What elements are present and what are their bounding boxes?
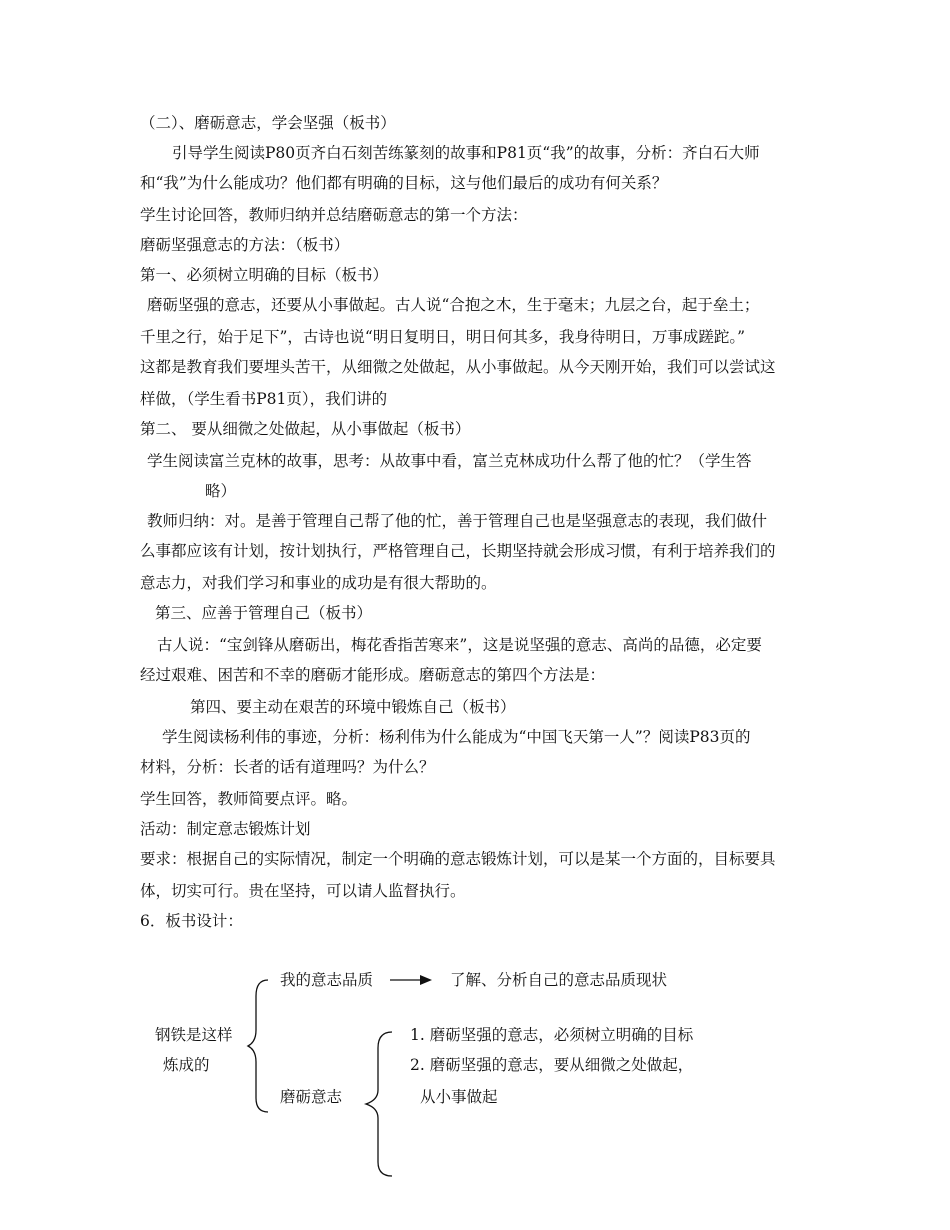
paragraph-line: 和“我”为什么能成功？他们都有明确的目标，这与他们最后的成功有何关系？ <box>140 174 668 192</box>
paragraph-line: 磨砺坚强的意志，还要从小事做起。古人说“合抱之木，生于毫末；九层之台，起于垒土； <box>147 296 760 314</box>
paragraph-line: 这都是教育我们要埋头苦干，从细微之处做起，从小事做起。从今天刚开始，我们可以尝试这 <box>140 358 776 376</box>
activity-title: 活动：制定意志锻炼计划 <box>140 820 311 838</box>
paragraph-line: 千里之行，始于足下”，古诗也说“明日复明日，明日何其多，我身待明日，万事成蹉跎。” <box>140 328 746 346</box>
paragraph-line: 古人说：“宝剑锋从磨砺出，梅花香指苦寒来”，这是说坚强的意志、高尚的品德，必定要 <box>157 636 762 654</box>
board-branch1: 我的意志品质 <box>280 971 374 989</box>
heading-method-3: 第三、应善于管理自己（板书） <box>155 604 373 622</box>
paragraph-line: 材料，分析：长者的话有道理吗？为什么？ <box>140 758 435 776</box>
heading-method-2: 第二、 要从细微之处做起，从小事做起（板书） <box>140 420 471 438</box>
board-item-2: 2. 磨砺坚强的意志，要从细微之处做起， <box>410 1056 694 1074</box>
arrow-head-icon <box>420 975 432 985</box>
board-item-2-cont: 从小事做起 <box>420 1088 498 1106</box>
paragraph-line: 略） <box>205 482 237 500</box>
paragraph-line: 磨砺坚强意志的方法：（板书） <box>140 236 350 254</box>
main-brace <box>248 980 268 1112</box>
paragraph-line: 学生阅读杨利伟的事迹，分析：杨利伟为什么能成为“中国飞天第一人”？阅读P83页的 <box>162 728 751 746</box>
paragraph-line: 学生阅读富兰克林的故事，思考：从故事中看，富兰克林成功什么帮了他的忙？（学生答 <box>147 452 752 470</box>
paragraph-line: 体，切实可行。贵在坚持，可以请人监督执行。 <box>140 882 466 900</box>
paragraph-line: 么事都应该有计划，按计划执行，严格管理自己，长期坚持就会形成习惯，有利于培养我们的 <box>140 542 776 560</box>
board-branch1-result: 了解、分析自己的意志品质现状 <box>450 971 668 989</box>
paragraph-line: 引导学生阅读P80页齐白石刻苦练篆刻的故事和P81页“我”的故事，分析：齐白石大师 <box>172 144 760 162</box>
paragraph-line: 教师归纳：对。是善于管理自己帮了他的忙，善于管理自己也是坚强意志的表现，我们做什 <box>147 512 768 530</box>
board-branch2: 磨砺意志 <box>280 1088 343 1106</box>
paragraph-line: 样做，（学生看书P81页），我们讲的 <box>140 390 388 408</box>
heading-method-1: 第一、必须树立明确的目标（板书） <box>140 266 389 284</box>
paragraph-line: 经过艰难、困苦和不幸的磨砺才能形成。磨砺意志的第四个方法是： <box>140 666 606 684</box>
board-design-heading: 6．板书设计： <box>140 912 243 930</box>
board-root-line2: 炼成的 <box>163 1056 210 1074</box>
paragraph-line: 学生讨论回答，教师归纳并总结磨砺意志的第一个方法： <box>140 206 528 224</box>
board-item-1: 1. 磨砺坚强的意志，必须树立明确的目标 <box>410 1026 694 1044</box>
section-title: （二）、磨砺意志，学会坚强（板书） <box>140 114 396 132</box>
paragraph-line: 学生回答，教师简要点评。略。 <box>140 790 358 808</box>
sub-brace <box>366 1032 392 1176</box>
paragraph-line: 意志力，对我们学习和事业的成功是有很大帮助的。 <box>140 574 497 592</box>
paragraph-line: 要求：根据自己的实际情况，制定一个明确的意志锻炼计划，可以是某一个方面的，目标要具 <box>140 850 776 868</box>
board-root-line1: 钢铁是这样 <box>155 1026 233 1044</box>
heading-method-4: 第四、要主动在艰苦的环境中锻炼自己（板书） <box>190 698 516 716</box>
